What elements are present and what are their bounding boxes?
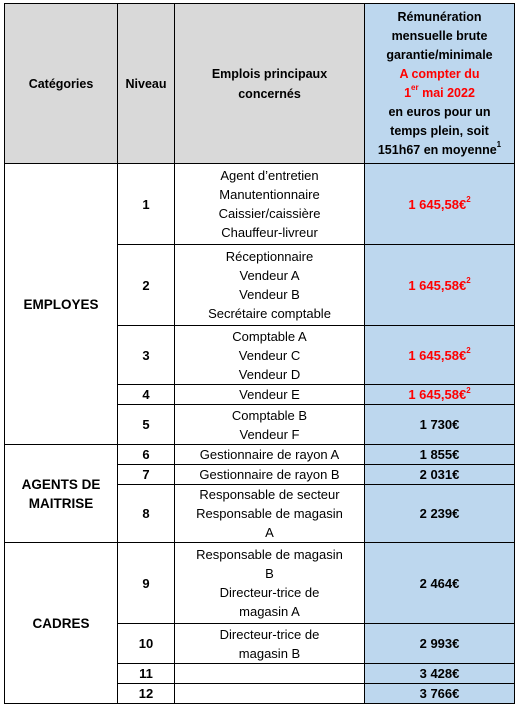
jobs-cell: Directeur-trice de magasin B — [175, 624, 365, 664]
level-cell: 3 — [118, 326, 175, 385]
header-emplois: Emplois principaux concernés — [175, 4, 365, 164]
level-cell: 7 — [118, 465, 175, 485]
level-cell: 11 — [118, 664, 175, 684]
header-categories: Catégories — [5, 4, 118, 164]
table-row — [5, 164, 515, 245]
category-agents-de-maitrise: AGENTS DE MAITRISE — [5, 445, 118, 543]
header-niveau: Niveau — [118, 4, 175, 164]
pay-cell: 1 855€ — [365, 445, 515, 465]
jobs-cell: Comptable A Vendeur C Vendeur D — [175, 326, 365, 385]
jobs-cell: Réceptionnaire Vendeur A Vendeur B Secrétaire comptable — [175, 245, 365, 326]
category-employes: EMPLOYES — [5, 164, 118, 445]
pay-cell: 1 645,58€$^2$ — [365, 385, 515, 405]
level-cell: 8 — [118, 485, 175, 543]
table-row — [5, 543, 515, 624]
pay-cell: 3 766€ — [365, 684, 515, 704]
pay-cell: 1 645,58€$^2$ — [365, 164, 515, 245]
header-pay-effective-date: A compter du 1er mai 2022 — [399, 66, 480, 100]
jobs-cell: Agent d’entretien Manutentionnaire Caissier/caissière Chauffeur-livreur — [175, 164, 365, 245]
level-cell: 6 — [118, 445, 175, 465]
jobs-cell: Responsable de secteur Responsable de magasin A — [175, 485, 365, 543]
header-remuneration — [365, 4, 515, 164]
pay-cell: 2 464€ — [365, 543, 515, 624]
pay-cell: 2 239€ — [365, 485, 515, 543]
level-cell: 4 — [118, 385, 175, 405]
pay-cell: 1 645,58€$^2$ — [365, 326, 515, 385]
pay-cell: 2 993€ — [365, 624, 515, 664]
level-cell: 5 — [118, 405, 175, 445]
jobs-cell: Gestionnaire de rayon B — [175, 465, 365, 485]
jobs-cell: Responsable de magasin B Directeur-trice de magasin A — [175, 543, 365, 624]
jobs-cell: Comptable B Vendeur F — [175, 405, 365, 445]
footnote-marker: 1 — [496, 140, 502, 150]
header-pay-intro: Rémunération mensuelle brute garantie/minimale — [386, 9, 493, 62]
level-cell: 12 — [118, 684, 175, 704]
pay-cell: 2 031€ — [365, 465, 515, 485]
table-row — [5, 445, 515, 465]
level-cell: 10 — [118, 624, 175, 664]
jobs-cell — [175, 684, 365, 704]
jobs-cell: Gestionnaire de rayon A — [175, 445, 365, 465]
salary-grid-table — [4, 3, 515, 704]
level-cell: 9 — [118, 543, 175, 624]
pay-cell: 1 645,58€$^2$ — [365, 245, 515, 326]
header-row — [5, 4, 515, 164]
category-cadres: CADRES — [5, 543, 118, 704]
header-pay-basis: en euros pour un temps plein, soit 151h67 en moyenne — [377, 104, 497, 157]
pay-cell: 1 730€ — [365, 405, 515, 445]
pay-cell: 3 428€ — [365, 664, 515, 684]
jobs-cell — [175, 664, 365, 684]
jobs-cell: Vendeur E — [175, 385, 365, 405]
level-cell: 1 — [118, 164, 175, 245]
level-cell: 2 — [118, 245, 175, 326]
